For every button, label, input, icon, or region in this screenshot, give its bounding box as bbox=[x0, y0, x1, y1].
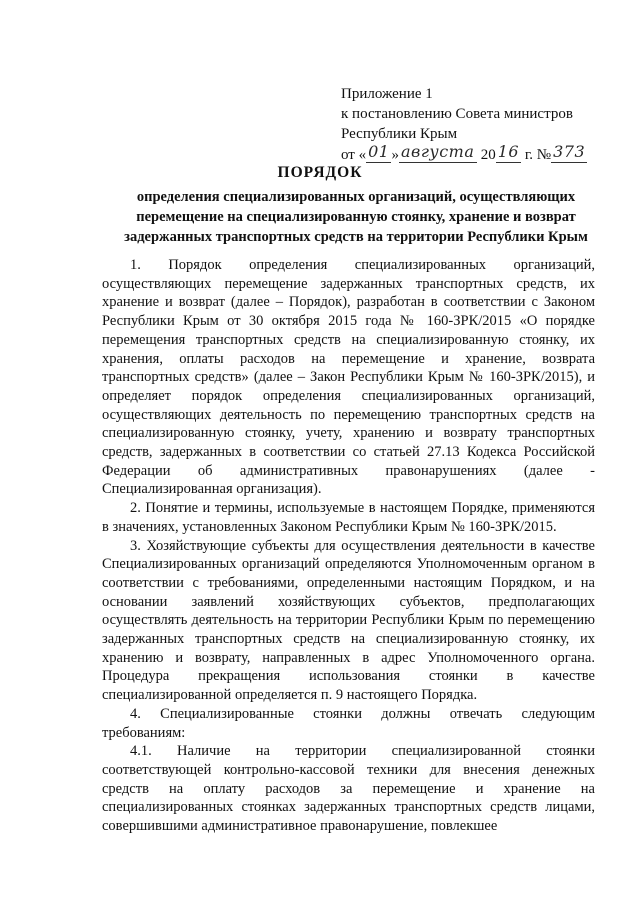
month-handwritten: августа bbox=[399, 142, 477, 163]
document-title: ПОРЯДОК bbox=[277, 164, 363, 181]
republic-name: Республики Крым bbox=[341, 126, 458, 142]
paragraph-4-1: 4.1. Наличие на территории специализированной стоянки соответствующей контрольно-кассовой техники для внесения денежных средств на оплату расходов за перемещение и хранение на специализированных стоянках задержанных транспортных средств лицами, совершившими административное правонарушение, повлекшее bbox=[102, 743, 595, 835]
day-handwritten: 01 bbox=[368, 142, 390, 161]
date-quote: » bbox=[391, 147, 399, 163]
paragraph-3: 3. Хозяйствующие субъекты для осуществления деятельности в качестве Специализированных организаций определяются Уполномоченным органом в соответствии с требованиями, определенными настоящим Порядком, и на основании заявлений хозяйствующих субъектов, предполагающих осуществлять деятельность на территории Республики Крым по перемещению задержанных транспортных средств на специализированную стоянку, их хранению и возврату, направленных в адрес Уполномоченного органа. Процедура прекращения использования стоянки в качестве специализированной определяется п. 9 настоящего Порядка. bbox=[102, 537, 595, 704]
paragraph-4: 4. Специализированные стоянки должны отвечать следующим требованиям: bbox=[102, 705, 595, 741]
number-handwritten: 373 bbox=[553, 142, 586, 161]
date-prefix: от « bbox=[341, 147, 367, 163]
paragraph-1: 1. Порядок определения специализированных организаций, осуществляющих перемещение задержанных транспортных средств, их хранение и возврат (далее – Порядок), разработан в соответствии с Законом Республики Крым от 30 октября 2015 года № 160-ЗРК/2015 «О порядке перемещения транспортных средств на специализированную стоянку, их хранения, оплаты расходов на перемещение и хранение, возврата транспортных средств» (далее – Закон Республики Крым № 160-ЗРК/2015), и определяет порядок определения специализированных организаций, осуществляющих деятельность по перемещению транспортных средств на специализированную стоянку, учету, хранению и возврату транспортных средств, задержанных в соответствии со статьей 27.13 Кодекса Российской Федерации об административных правонарушениях (далее - Специализированная организация). bbox=[102, 257, 595, 498]
number-prefix: г. № bbox=[524, 147, 552, 163]
appendix-header bbox=[341, 84, 621, 165]
document-body bbox=[102, 256, 595, 836]
resolution-reference: к постановлению Совета министров bbox=[341, 106, 573, 122]
year-prefix: 20 bbox=[480, 147, 496, 163]
document-subtitle: определения специализированных организаций, осуществляющих перемещение на специализированную стоянку, хранение и возврат задержанных транспортных средств на территории Республики Крым bbox=[124, 189, 588, 245]
paragraph-2: 2. Понятие и термины, используемые в настоящем Порядке, применяются в значениях, установленных Законом Республики Крым № 160-ЗРК/2015. bbox=[102, 500, 595, 535]
date-number-line bbox=[341, 144, 621, 165]
appendix-label: Приложение 1 bbox=[341, 86, 433, 102]
year-handwritten: 16 bbox=[497, 142, 520, 161]
